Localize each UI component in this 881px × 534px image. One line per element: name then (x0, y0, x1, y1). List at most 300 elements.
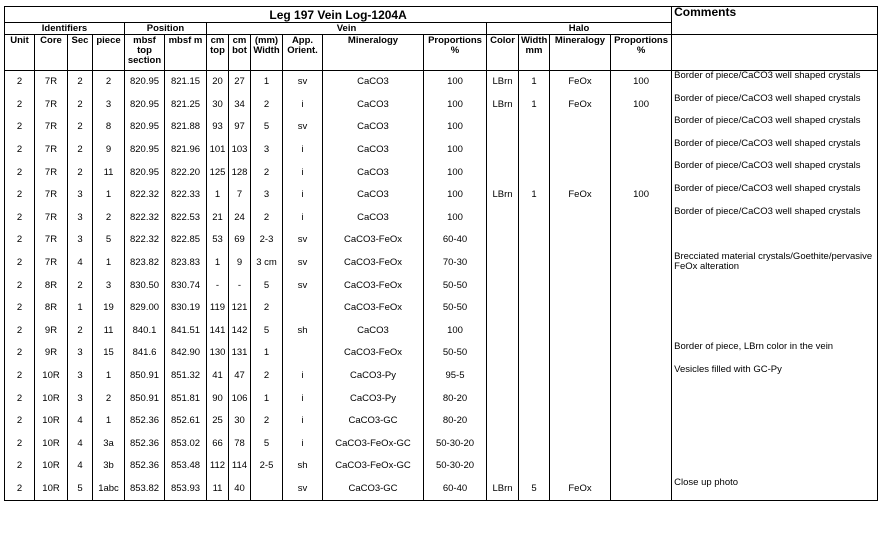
halo-mineralogy-cell (550, 252, 611, 275)
halo-mineralogy-cell (550, 320, 611, 343)
halo-width-cell (519, 161, 550, 184)
cm-bot-cell: 47 (229, 365, 251, 388)
mbsf-cell: 851.81 (165, 387, 207, 410)
cm-top-cell: 130 (207, 342, 229, 365)
unit-cell: 2 (5, 297, 35, 320)
mbsf-cell: 823.83 (165, 252, 207, 275)
table-row (5, 320, 878, 343)
halo-color-cell (487, 455, 519, 478)
vein-mineralogy-cell: CaCO3-Py (323, 365, 424, 388)
piece-cell: 1 (93, 410, 125, 433)
cm-bot-cell: 30 (229, 410, 251, 433)
comment-cell: Brecciated material crystals/Goethite/pervasive FeOx alteration (672, 252, 878, 275)
cm-bot-cell: 114 (229, 455, 251, 478)
mbsf-cell: 830.74 (165, 274, 207, 297)
cm-bot-header: cm bot (229, 35, 251, 71)
core-header: Core (35, 35, 68, 71)
halo-proportions-cell (611, 161, 672, 184)
core-cell: 8R (35, 297, 68, 320)
sec-cell: 2 (68, 320, 93, 343)
halo-mineralogy-cell (550, 274, 611, 297)
vein-proportions-cell: 50-30-20 (424, 433, 487, 456)
halo-color-cell: LBrn (487, 94, 519, 117)
halo-width-cell (519, 410, 550, 433)
app-orient-cell: i (283, 139, 323, 162)
piece-cell: 11 (93, 161, 125, 184)
width-cell: 5 (251, 433, 283, 456)
vein-mineralogy-cell: CaCO3-FeOx-GC (323, 433, 424, 456)
sec-cell: 3 (68, 387, 93, 410)
unit-cell: 2 (5, 161, 35, 184)
core-cell: 7R (35, 71, 68, 94)
sec-cell: 2 (68, 274, 93, 297)
table-row (5, 139, 878, 162)
app-orient-cell: sv (283, 229, 323, 252)
mbsf-top-section-cell: 841.6 (125, 342, 165, 365)
app-orient-cell: i (283, 387, 323, 410)
comment-cell (672, 297, 878, 320)
halo-color-cell (487, 410, 519, 433)
halo-width-cell (519, 387, 550, 410)
halo-color-cell (487, 365, 519, 388)
width-cell: 1 (251, 342, 283, 365)
cm-top-cell: 125 (207, 161, 229, 184)
width-cell: 1 (251, 71, 283, 94)
vein-mineralogy-cell: CaCO3 (323, 94, 424, 117)
comment-cell (672, 387, 878, 410)
app-orient-cell (283, 342, 323, 365)
vein-proportions-header: Proportions % (424, 35, 487, 71)
cm-bot-cell: 106 (229, 387, 251, 410)
halo-mineralogy-cell (550, 297, 611, 320)
vein-proportions-cell: 80-20 (424, 387, 487, 410)
piece-cell: 3 (93, 274, 125, 297)
halo-width-cell (519, 207, 550, 230)
app-orient-cell: i (283, 433, 323, 456)
cm-top-cell: 20 (207, 71, 229, 94)
vein-mineralogy-cell: CaCO3 (323, 161, 424, 184)
table-row (5, 116, 878, 139)
halo-color-cell (487, 433, 519, 456)
halo-width-cell (519, 433, 550, 456)
vein-proportions-cell: 100 (424, 71, 487, 94)
cm-bot-cell: 131 (229, 342, 251, 365)
cm-bot-cell: 34 (229, 94, 251, 117)
piece-cell: 15 (93, 342, 125, 365)
vein-mineralogy-cell: CaCO3-Py (323, 387, 424, 410)
halo-width-cell (519, 455, 550, 478)
halo-color-cell: LBrn (487, 478, 519, 501)
vein-mineralogy-cell: CaCO3 (323, 139, 424, 162)
halo-mineralogy-cell (550, 455, 611, 478)
table-row (5, 229, 878, 252)
cm-top-cell: 112 (207, 455, 229, 478)
width-cell: 3 (251, 184, 283, 207)
halo-proportions-cell (611, 387, 672, 410)
halo-color-cell (487, 252, 519, 275)
app-orient-cell: sv (283, 252, 323, 275)
table-row (5, 297, 878, 320)
halo-width-cell: 5 (519, 478, 550, 501)
vein-proportions-cell: 100 (424, 161, 487, 184)
sec-cell: 3 (68, 365, 93, 388)
vein-mineralogy-cell: CaCO3-FeOx (323, 297, 424, 320)
halo-mineralogy-cell: FeOx (550, 71, 611, 94)
halo-proportions-cell (611, 207, 672, 230)
app-orient-cell: sh (283, 455, 323, 478)
piece-header: piece (93, 35, 125, 71)
halo-color-cell (487, 161, 519, 184)
cm-top-cell: 141 (207, 320, 229, 343)
halo-width-cell (519, 342, 550, 365)
halo-color-cell: LBrn (487, 184, 519, 207)
app-orient-cell: sh (283, 320, 323, 343)
mbsf-top-section-cell: 822.32 (125, 229, 165, 252)
halo-proportions-cell (611, 252, 672, 275)
halo-mineralogy-cell (550, 161, 611, 184)
halo-width-cell: 1 (519, 184, 550, 207)
halo-mineralogy-cell: FeOx (550, 478, 611, 501)
mbsf-top-section-cell: 852.36 (125, 433, 165, 456)
cm-bot-cell: 142 (229, 320, 251, 343)
halo-proportions-cell: 100 (611, 94, 672, 117)
identifiers-group-header: Identifiers (5, 23, 125, 35)
sec-cell: 2 (68, 116, 93, 139)
mbsf-top-section-cell: 822.32 (125, 207, 165, 230)
comment-cell: Border of piece, LBrn color in the vein (672, 342, 878, 365)
piece-cell: 8 (93, 116, 125, 139)
vein-mineralogy-cell: CaCO3-GC (323, 478, 424, 501)
cm-top-cell: 41 (207, 365, 229, 388)
sec-cell: 4 (68, 252, 93, 275)
unit-cell: 2 (5, 455, 35, 478)
width-cell: 3 cm (251, 252, 283, 275)
app-orient-cell: sv (283, 274, 323, 297)
halo-mineralogy-cell (550, 433, 611, 456)
mbsf-top-section-cell: 820.95 (125, 71, 165, 94)
vein-mineralogy-cell: CaCO3 (323, 320, 424, 343)
width-cell: 5 (251, 320, 283, 343)
halo-color-cell (487, 297, 519, 320)
sec-cell: 3 (68, 184, 93, 207)
mbsf-top-section-cell: 823.82 (125, 252, 165, 275)
piece-cell: 1 (93, 252, 125, 275)
piece-cell: 2 (93, 387, 125, 410)
width-cell: 2 (251, 410, 283, 433)
cm-top-cell: 93 (207, 116, 229, 139)
cm-bot-cell: 128 (229, 161, 251, 184)
mbsf-cell: 822.20 (165, 161, 207, 184)
mbsf-cell: 821.25 (165, 94, 207, 117)
table-row (5, 71, 878, 94)
cm-bot-cell: 97 (229, 116, 251, 139)
mbsf-top-section-cell: 830.50 (125, 274, 165, 297)
halo-width-cell (519, 297, 550, 320)
sec-cell: 3 (68, 342, 93, 365)
width-header: (mm) Width (251, 35, 283, 71)
comments-subheader (672, 35, 878, 71)
halo-proportions-cell: 100 (611, 71, 672, 94)
mbsf-top-section-cell: 820.95 (125, 139, 165, 162)
unit-cell: 2 (5, 274, 35, 297)
cm-top-cell: 66 (207, 433, 229, 456)
vein-proportions-cell: 50-30-20 (424, 455, 487, 478)
table-row (5, 94, 878, 117)
piece-cell: 9 (93, 139, 125, 162)
comment-cell: Border of piece/CaCO3 well shaped crystals (672, 116, 878, 139)
vein-mineralogy-cell: CaCO3-FeOx (323, 274, 424, 297)
cm-bot-cell: 24 (229, 207, 251, 230)
mbsf-cell: 853.48 (165, 455, 207, 478)
halo-color-cell (487, 229, 519, 252)
mbsf-cell: 852.61 (165, 410, 207, 433)
width-cell: 1 (251, 387, 283, 410)
width-cell: 2 (251, 94, 283, 117)
halo-mineralogy-cell (550, 365, 611, 388)
halo-color-cell: LBrn (487, 71, 519, 94)
width-cell: 5 (251, 274, 283, 297)
core-cell: 10R (35, 478, 68, 501)
mbsf-cell: 822.85 (165, 229, 207, 252)
cm-top-cell: 21 (207, 207, 229, 230)
piece-cell: 5 (93, 229, 125, 252)
table-row (5, 342, 878, 365)
app-orient-cell: i (283, 94, 323, 117)
halo-color-cell (487, 387, 519, 410)
halo-mineralogy-cell (550, 229, 611, 252)
vein-proportions-cell: 60-40 (424, 478, 487, 501)
width-cell: 2-5 (251, 455, 283, 478)
vein-proportions-cell: 95-5 (424, 365, 487, 388)
halo-color-cell (487, 342, 519, 365)
halo-width-cell: 1 (519, 71, 550, 94)
halo-mineralogy-cell (550, 410, 611, 433)
unit-header: Unit (5, 35, 35, 71)
mbsf-top-section-cell: 820.95 (125, 94, 165, 117)
halo-proportions-cell (611, 365, 672, 388)
comment-cell: Border of piece/CaCO3 well shaped crystals (672, 71, 878, 94)
sec-cell: 4 (68, 433, 93, 456)
halo-mineralogy-cell: FeOx (550, 94, 611, 117)
cm-top-cell: 101 (207, 139, 229, 162)
cm-top-cell: 90 (207, 387, 229, 410)
mbsf-top-section-cell: 820.95 (125, 161, 165, 184)
halo-color-cell (487, 139, 519, 162)
core-cell: 9R (35, 342, 68, 365)
halo-proportions-cell (611, 320, 672, 343)
table-row (5, 161, 878, 184)
sec-cell: 2 (68, 71, 93, 94)
unit-cell: 2 (5, 342, 35, 365)
cm-bot-cell: 103 (229, 139, 251, 162)
cm-top-cell: 119 (207, 297, 229, 320)
table-title: Leg 197 Vein Log-1204A (5, 7, 672, 23)
cm-bot-cell: 9 (229, 252, 251, 275)
mbsf-cell: 821.15 (165, 71, 207, 94)
core-cell: 7R (35, 252, 68, 275)
halo-proportions-header: Proportions % (611, 35, 672, 71)
comment-cell: Border of piece/CaCO3 well shaped crystals (672, 184, 878, 207)
comment-cell (672, 455, 878, 478)
comment-cell: Close up photo (672, 478, 878, 501)
sec-cell: 2 (68, 161, 93, 184)
vein-proportions-cell: 50-50 (424, 342, 487, 365)
halo-width-cell (519, 229, 550, 252)
comment-cell: Border of piece/CaCO3 well shaped crystals (672, 161, 878, 184)
vein-proportions-cell: 100 (424, 320, 487, 343)
table-row (5, 478, 878, 501)
app-orient-cell: sv (283, 71, 323, 94)
piece-cell: 1 (93, 184, 125, 207)
core-cell: 10R (35, 455, 68, 478)
vein-proportions-cell: 100 (424, 184, 487, 207)
width-cell: 3 (251, 139, 283, 162)
piece-cell: 3b (93, 455, 125, 478)
halo-proportions-cell (611, 455, 672, 478)
comment-cell: Vesicles filled with GC-Py (672, 365, 878, 388)
app-orient-cell: i (283, 207, 323, 230)
sec-cell: 4 (68, 455, 93, 478)
app-orient-cell: sv (283, 478, 323, 501)
halo-width-cell (519, 365, 550, 388)
app-orient-cell: i (283, 410, 323, 433)
cm-bot-cell: - (229, 274, 251, 297)
halo-proportions-cell: 100 (611, 184, 672, 207)
vein-proportions-cell: 100 (424, 116, 487, 139)
mbsf-cell: 853.02 (165, 433, 207, 456)
halo-mineralogy-header: Mineralogy (550, 35, 611, 71)
width-cell: 2 (251, 161, 283, 184)
width-cell: 2 (251, 365, 283, 388)
halo-mineralogy-cell (550, 387, 611, 410)
mbsf-top-section-cell: 850.91 (125, 365, 165, 388)
core-cell: 7R (35, 184, 68, 207)
halo-width-cell (519, 274, 550, 297)
width-cell: 2 (251, 207, 283, 230)
halo-proportions-cell (611, 297, 672, 320)
piece-cell: 3a (93, 433, 125, 456)
halo-width-cell (519, 252, 550, 275)
sec-cell: 4 (68, 410, 93, 433)
mbsf-cell: 851.32 (165, 365, 207, 388)
table-row (5, 184, 878, 207)
vein-mineralogy-cell: CaCO3 (323, 184, 424, 207)
unit-cell: 2 (5, 410, 35, 433)
sec-cell: 3 (68, 207, 93, 230)
cm-top-cell: 53 (207, 229, 229, 252)
core-cell: 8R (35, 274, 68, 297)
halo-proportions-cell (611, 116, 672, 139)
halo-width-cell (519, 116, 550, 139)
halo-mineralogy-cell: FeOx (550, 184, 611, 207)
vein-proportions-cell: 60-40 (424, 229, 487, 252)
core-cell: 10R (35, 365, 68, 388)
cm-top-cell: 1 (207, 252, 229, 275)
table-row (5, 207, 878, 230)
sec-cell: 1 (68, 297, 93, 320)
halo-group-header: Halo (487, 23, 672, 35)
mbsf-cell: 822.33 (165, 184, 207, 207)
unit-cell: 2 (5, 387, 35, 410)
vein-mineralogy-cell: CaCO3 (323, 71, 424, 94)
halo-color-cell (487, 207, 519, 230)
core-cell: 7R (35, 139, 68, 162)
app-orient-cell: i (283, 365, 323, 388)
mbsf-top-section-cell: 853.82 (125, 478, 165, 501)
halo-proportions-cell (611, 229, 672, 252)
halo-proportions-cell (611, 478, 672, 501)
comment-cell (672, 433, 878, 456)
halo-proportions-cell (611, 342, 672, 365)
vein-proportions-cell: 50-50 (424, 274, 487, 297)
core-cell: 7R (35, 207, 68, 230)
cm-top-cell: 25 (207, 410, 229, 433)
comment-cell (672, 320, 878, 343)
sec-cell: 5 (68, 478, 93, 501)
sec-header: Sec (68, 35, 93, 71)
table-row (5, 455, 878, 478)
vein-proportions-cell: 100 (424, 207, 487, 230)
piece-cell: 11 (93, 320, 125, 343)
table-row (5, 274, 878, 297)
cm-top-cell: 30 (207, 94, 229, 117)
cm-bot-cell: 78 (229, 433, 251, 456)
mbsf-top-section-cell: 852.36 (125, 455, 165, 478)
mbsf-top-section-cell: 840.1 (125, 320, 165, 343)
vein-group-header: Vein (207, 23, 487, 35)
table-row (5, 433, 878, 456)
unit-cell: 2 (5, 207, 35, 230)
cm-top-header: cm top (207, 35, 229, 71)
sec-cell: 2 (68, 94, 93, 117)
width-cell: 2-3 (251, 229, 283, 252)
piece-cell: 2 (93, 71, 125, 94)
app-orient-cell (283, 297, 323, 320)
vein-mineralogy-cell: CaCO3-GC (323, 410, 424, 433)
app-orient-cell: i (283, 161, 323, 184)
unit-cell: 2 (5, 139, 35, 162)
vein-proportions-cell: 70-30 (424, 252, 487, 275)
table-row (5, 365, 878, 388)
piece-cell: 3 (93, 94, 125, 117)
cm-bot-cell: 27 (229, 71, 251, 94)
mbsf-top-section-cell: 820.95 (125, 116, 165, 139)
core-cell: 7R (35, 116, 68, 139)
comments-header: Comments (672, 7, 878, 35)
piece-cell: 19 (93, 297, 125, 320)
halo-proportions-cell (611, 274, 672, 297)
width-cell: 2 (251, 297, 283, 320)
halo-mineralogy-cell (550, 139, 611, 162)
comment-cell: Border of piece/CaCO3 well shaped crystals (672, 94, 878, 117)
halo-color-cell (487, 116, 519, 139)
mbsf-cell: 853.93 (165, 478, 207, 501)
halo-color-cell (487, 320, 519, 343)
mbsf-top-section-cell: 822.32 (125, 184, 165, 207)
cm-top-cell: 11 (207, 478, 229, 501)
vein-log-rows (5, 71, 878, 501)
piece-cell: 1abc (93, 478, 125, 501)
unit-cell: 2 (5, 252, 35, 275)
halo-width-cell: 1 (519, 94, 550, 117)
position-group-header: Position (125, 23, 207, 35)
sec-cell: 2 (68, 139, 93, 162)
mbsf-cell: 842.90 (165, 342, 207, 365)
halo-color-header: Color (487, 35, 519, 71)
unit-cell: 2 (5, 116, 35, 139)
app-orient-cell: sv (283, 116, 323, 139)
unit-cell: 2 (5, 229, 35, 252)
